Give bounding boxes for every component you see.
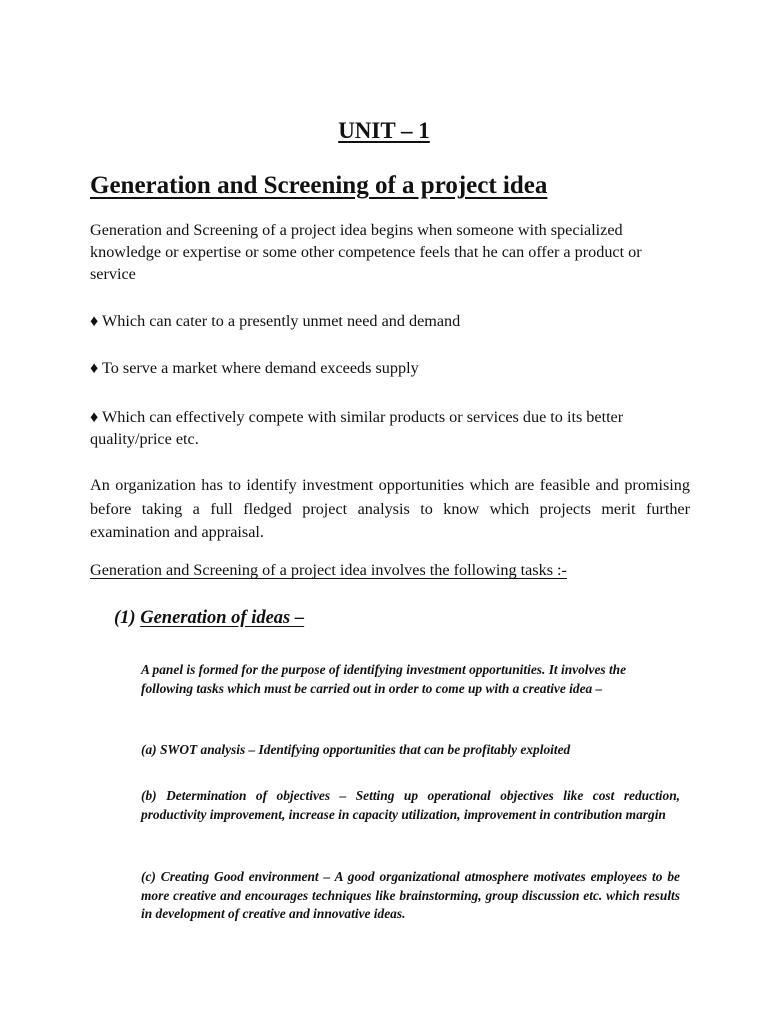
intro-paragraph: Generation and Screening of a project idea begins when someone with specialized knowledge or expertise or some other competence feels that he can offer a product or service bbox=[90, 221, 642, 283]
main-heading: Generation and Screening of a project idea bbox=[90, 172, 548, 199]
bullet-item-unmet-need: ♦ Which can cater to a presently unmet need and demand bbox=[90, 312, 461, 330]
panel-paragraph: A panel is formed for the purpose of identifying investment opportunities. It involves the following tasks which must be carried out in order to come up with a creative idea – bbox=[141, 662, 627, 696]
bullet-item-compete bbox=[90, 406, 690, 450]
section-heading-generation-of-ideas bbox=[114, 608, 304, 629]
tasks-heading: Generation and Screening of a project idea involves the following tasks :- bbox=[90, 561, 567, 579]
task-creating-good-environment: (c) Creating Good environment – A good organizational atmosphere motivates employees to be more creative and encourages techniques like brainstorming, group discussion etc. which results in development of creative and innovative ideas. bbox=[141, 869, 680, 921]
bullet-item-market-demand: ♦ To serve a market where demand exceeds supply bbox=[90, 359, 419, 377]
task-determination-of-objectives: (b) Determination of objectives – Setting up operational objectives like cost reduction, productivity improvement, increase in capacity utilization, improvement in contribution margin bbox=[141, 788, 680, 822]
task-swot-analysis: (a) SWOT analysis – Identifying opportunities that can be profitably exploited bbox=[141, 742, 571, 757]
organization-paragraph: An organization has to identify investment opportunities which are feasible and promising before taking a full fledged project analysis to know which projects merit further examination and appraisal. bbox=[90, 476, 690, 541]
unit-title: UNIT – 1 bbox=[338, 118, 430, 143]
bullet-item-compete-line2: quality/price etc. bbox=[90, 430, 199, 448]
bullet-item-compete-line1: ♦ Which can effectively compete with similar products or services due to its better bbox=[90, 408, 624, 426]
section-heading-text: Generation of ideas – bbox=[140, 608, 305, 628]
section-number: (1) bbox=[114, 608, 141, 628]
